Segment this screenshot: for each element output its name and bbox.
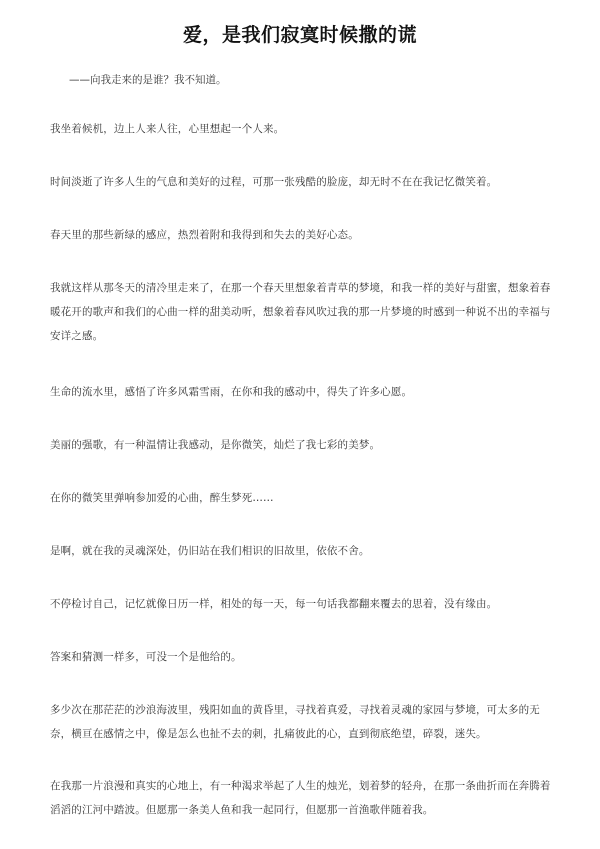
paragraph-line: 滔滔的江河中踏波。但愿那一条美人鱼和我一起同行，但愿那一首渔歌伴随着我。 (50, 804, 434, 816)
paragraph-line: 时间淡逝了许多人生的气息和美好的过程，可那一张残酷的脸庞，却无时不在在我记忆微笑着。 (50, 176, 498, 188)
paragraph-line: 春天里的那些新绿的感应，热烈着附和我得到和失去的美好心态。 (50, 229, 359, 241)
subtitle: ——向我走来的是谁？我不知道。 (69, 74, 227, 86)
paragraph-line: 在我那一片浪漫和真实的心地上，有一种渴求举起了人生的烛光，划着梦的轻舟，在那一条曲折而在奔腾着 (50, 780, 551, 792)
paragraph-3 (50, 223, 555, 247)
paragraph-line: 我坐着候机，边上人来人往，心里想起一个人来。 (50, 123, 285, 135)
paragraph-line: 答案和猜测一样多，可没一个是他给的。 (50, 651, 242, 663)
paragraph-line: 生命的流水里，感悟了许多风霜雪雨，在你和我的感动中，得失了许多心愿。 (50, 386, 413, 398)
paragraph-6 (50, 433, 555, 457)
paragraph-11 (50, 698, 555, 746)
paragraph-4 (50, 276, 555, 348)
paragraph-line: 暖花开的歌声和我们的心曲一样的甜美动听，想象着春风吹过我的那一片梦境的时感到一种说不出的幸福与 (50, 306, 551, 318)
paragraph-12 (50, 774, 555, 822)
paragraph-line: 多少次在那茫茫的沙浪海波里，残阳如血的黄昏里，寻找着真爱，寻找着灵魂的家园与梦境，可太多的无 (50, 704, 540, 716)
paragraph-line: 不停检讨自己，记忆就像日历一样，相处的每一天，每一句话我都翻来覆去的思着，没有缘由。 (50, 598, 498, 610)
paragraph-line: 是啊，就在我的灵魂深处，仍旧站在我们相识的旧故里，依依不舍。 (50, 545, 370, 557)
paragraph-line: 奈，横亘在感情之中，像是怎么也扯不去的刺，扎痛彼此的心，直到彻底绝望，碎裂，迷失。 (50, 728, 487, 740)
paragraph-9 (50, 592, 555, 616)
paragraph-line: 在你的微笑里弹响参加爱的心曲，醉生梦死…… (50, 492, 274, 504)
paragraph-1 (50, 117, 555, 141)
page-title: 爱，是我们寂寞时候撒的谎 (182, 24, 417, 46)
paragraph-10 (50, 645, 555, 669)
paragraph-8 (50, 539, 555, 563)
paragraph-7 (50, 486, 555, 510)
paragraph-2 (50, 170, 555, 194)
paragraph-5 (50, 380, 555, 404)
paragraph-line: 美丽的强歌，有一种温情让我感动，是你微笑，灿烂了我七彩的美梦。 (50, 439, 381, 451)
paragraph-line: 安详之感。 (50, 330, 104, 342)
paragraph-line: 我就这样从那冬天的清冷里走来了，在那一个春天里想象着青草的梦境，和我一样的美好与甜蜜，想象着春 (50, 282, 551, 294)
